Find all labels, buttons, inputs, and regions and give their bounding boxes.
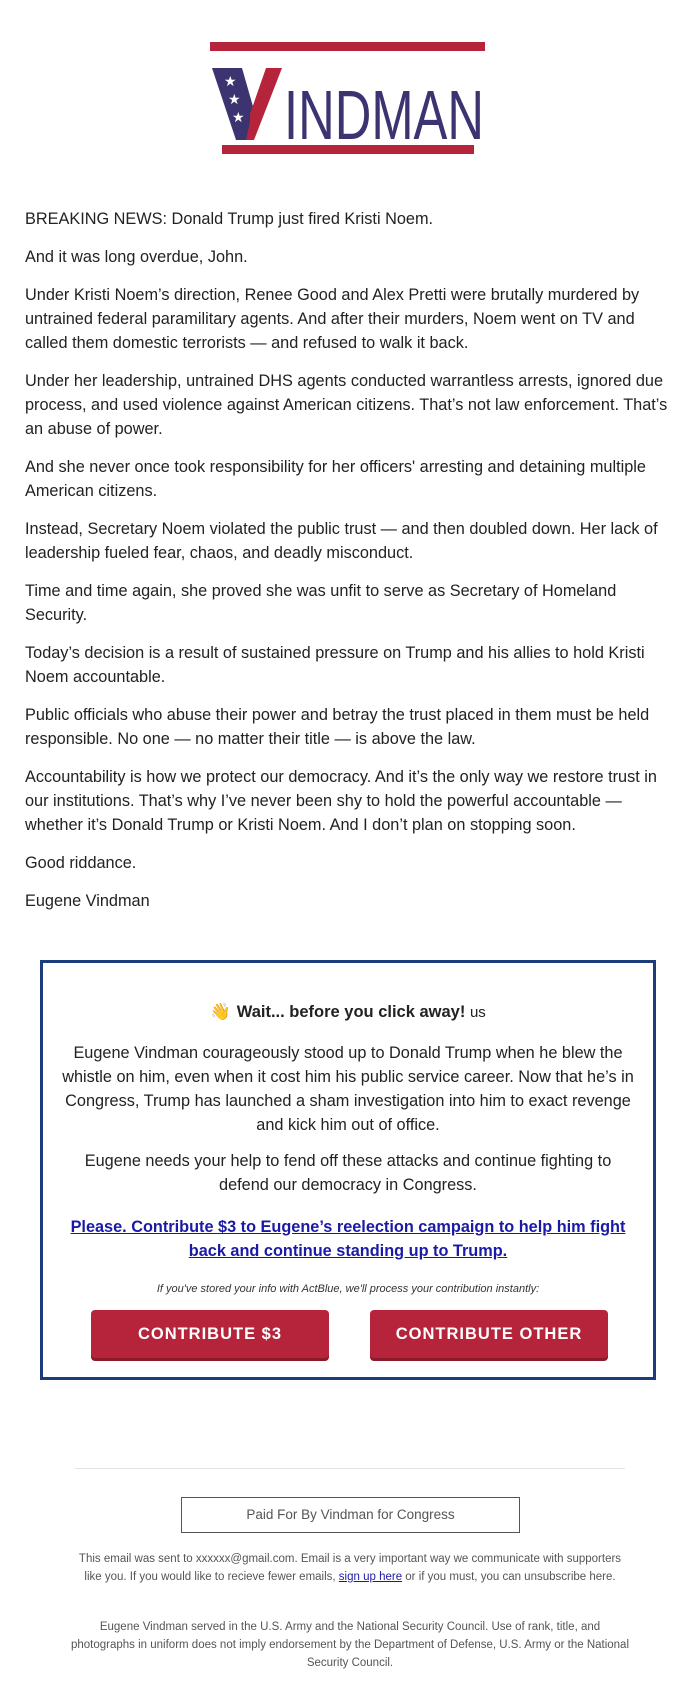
signup-link[interactable]: sign up here <box>338 1571 403 1583</box>
vindman-logo <box>210 42 485 154</box>
paragraph-breaking-news: BREAKING NEWS: Donald Trump just fired Kristi Noem. <box>25 210 434 228</box>
email-body <box>25 207 680 927</box>
logo-graphic <box>210 42 485 154</box>
footer-divider <box>75 1468 625 1469</box>
callout-text-help: Eugene needs your help to fend off these attacks and continue fighting to defend our democracy in Congress. <box>84 1152 612 1194</box>
logo-star-3: ★ <box>232 110 245 126</box>
logo-star-1: ★ <box>224 74 237 90</box>
callout-heading-tail: us <box>469 1004 486 1021</box>
sent-suffix: or if you must, you can unsubscribe here. <box>402 1571 616 1583</box>
donation-callout-box <box>40 960 656 1380</box>
callout-heading <box>43 1003 653 1022</box>
contribute-link[interactable]: Please. Contribute $3 to Eugene’s reelection campaign to help him fight back and continue standing up to Trump. <box>70 1218 626 1260</box>
waving-hand-icon: 👋 <box>210 1003 231 1021</box>
contribute-other-button[interactable]: CONTRIBUTE OTHER <box>370 1310 608 1358</box>
signature: Eugene Vindman <box>25 892 150 910</box>
paragraph-public-trust: Instead, Secretary Noem violated the public trust — and then doubled down. Her lack of leadership fueled fear, chaos, and deadly misconduct. <box>25 520 658 562</box>
sent-mid: . Email is a very important way we communicate with supporters like you. If you would like to recieve fewer emails, <box>84 1553 622 1583</box>
paragraph-leadership: Under her leadership, untrained DHS agents conducted warrantless arrests, ignored due process, and used violence against American citizens. That’s not law enforcement. That’s an abuse of power. <box>25 372 668 438</box>
paragraph-good-riddance: Good riddance. <box>25 854 137 872</box>
sent-email: xxxxxx@gmail.com <box>195 1553 295 1565</box>
paragraph-accountability: Accountability is how we protect our democracy. And it’s the only way we restore trust in our institutions. That’s why I’ve never been shy to hold the powerful accountable — whether it’s Donald Trump or Kristi Noem. And I don’t plan on stopping soon. <box>25 768 657 834</box>
footer-sent-notice <box>70 1550 630 1586</box>
logo-star-2: ★ <box>228 92 241 108</box>
sent-prefix: This email was sent to <box>78 1553 196 1565</box>
paragraph-direction: Under Kristi Noem’s direction, Renee Good and Alex Pretti were brutally murdered by untrained federal paramilitary agents. And after their murders, Noem went on TV and called them domestic terrorists — and refused to walk it back. <box>25 286 640 352</box>
paragraph-officials: Public officials who abuse their power and betray the trust placed in them must be held responsible. No one — no matter their title — is above the law. <box>25 706 650 748</box>
actblue-note: If you've stored your info with ActBlue, we'll process your contribution instantly: <box>156 1283 540 1295</box>
logo-wordmark-text: INDMAN <box>284 76 484 154</box>
paragraph-overdue: And it was long overdue, John. <box>25 248 248 266</box>
logo-top-bar <box>210 42 485 51</box>
footer-disclaimer: Eugene Vindman served in the U.S. Army and the National Security Council. Use of rank, title, and photographs in uniform does not imply endorsement by the Department of Defense, U.S. Army or the National Security Council. <box>70 1621 630 1669</box>
callout-heading-text: Wait... before you click away! <box>236 1003 466 1021</box>
paragraph-unfit: Time and time again, she proved she was unfit to serve as Secretary of Homeland Security. <box>25 582 617 624</box>
contribute-3-button[interactable]: CONTRIBUTE $3 <box>91 1310 329 1358</box>
paid-for-box: Paid For By Vindman for Congress <box>181 1497 520 1533</box>
callout-text-whistle: Eugene Vindman courageously stood up to Donald Trump when he blew the whistle on him, even when it cost him his public service career. Now that he’s in Congress, Trump has launched a sham investigation into him to exact revenge and kick him out of office. <box>62 1044 634 1134</box>
paragraph-responsibility: And she never once took responsibility for her officers' arresting and detaining multiple American citizens. <box>25 458 646 500</box>
paragraph-decision: Today’s decision is a result of sustained pressure on Trump and his allies to hold Kristi Noem accountable. <box>25 644 645 686</box>
